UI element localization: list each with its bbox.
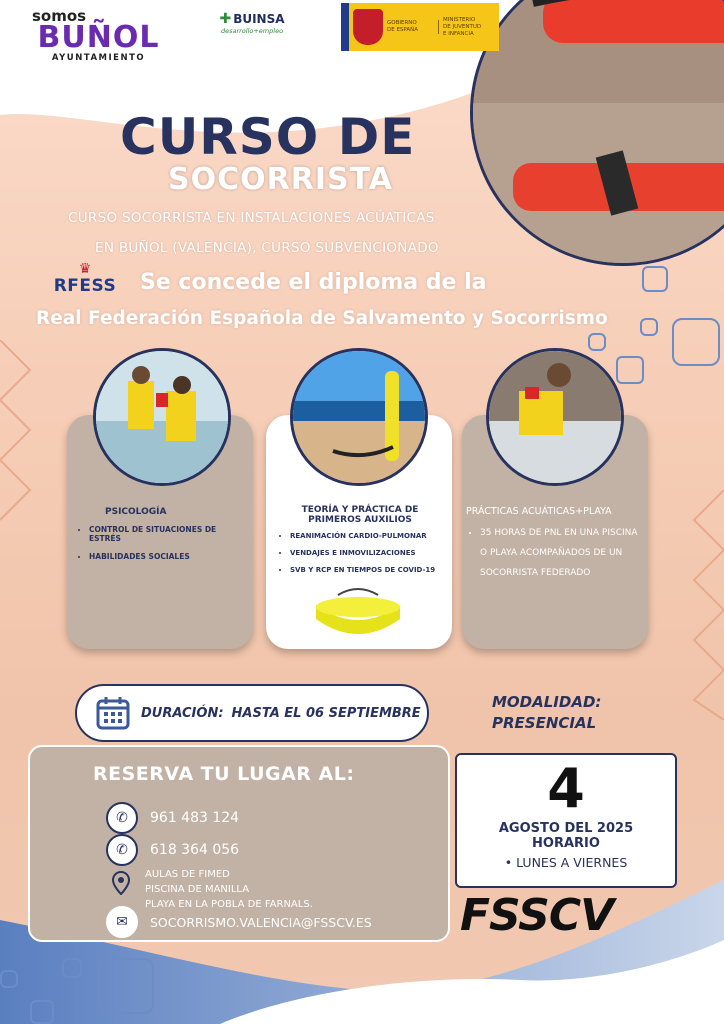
list-item: • VENDAJES E INMOVILIZACIONES [290,549,460,557]
gov-line1: GOBIERNO [387,20,417,26]
schedule-box [455,753,677,888]
diploma-line2: Real Federación Española de Salvamento y Socorrismo [36,308,608,329]
bunol-logo [26,3,171,69]
buinsa-logo-text: BUINSA [233,12,285,26]
email-row [106,906,372,938]
deco-square [0,970,18,988]
coat-of-arms-icon [353,9,383,45]
schedule-item-text: LUNES A VIERNES [516,855,628,870]
deco-square [642,266,668,292]
diploma-line1: Se concede el diploma de la [140,270,487,295]
schedule-month: AGOSTO DEL 2025 [498,821,634,836]
phone-icon: ✆ [106,802,138,834]
phone1[interactable]: 961 483 124 [150,810,240,826]
location-3: PLAYA EN LA POBLA DE FARNALS. [145,899,313,910]
schedule-label: HORARIO [532,836,600,851]
subtitle-line2: EN BUÑOL (VALENCIA), CURSO SUBVENCIONADO [95,240,439,256]
card-title: TEORÍA Y PRÁCTICA DE PRIMEROS AUXILIOS [301,505,419,525]
deco-zigzag-left [0,340,40,540]
rfess-logo [52,262,118,296]
card-title: PSICOLOGÍA [105,507,167,517]
location-icon [112,871,130,895]
list-item: • 35 HORAS DE PNL EN UNA PISCINA O PLAYA ACOMPAÑADOS DE UN SOCORRISTA FEDERADO [480,523,640,583]
government-logo [341,3,499,51]
deco-square [640,318,658,336]
deco-square [30,1000,54,1024]
photo-water-rescue [486,348,624,486]
list-item: • HABILIDADES SOCIALES [89,552,249,561]
ministry-line2: DE JUVENTUD [443,23,482,30]
modality-value: PRESENCIAL [492,714,597,732]
location-2: PISCINA DE MANILLA [145,884,250,895]
gov-line2: DE ESPAÑA [387,27,419,33]
schedule-item: • LUNES A VIERNES [504,855,628,870]
deco-zigzag-right [684,490,724,720]
hero-photo [470,0,724,266]
list-item: • CONTROL DE SITUACIONES DE ESTRÉS [89,525,249,543]
mail-icon: ✉ [106,906,138,938]
list-item: • REANIMACIÓN CARDIO-PULMONAR [290,532,460,540]
phone2-row [106,834,239,866]
duration-label: DURACIÓN: [141,705,224,721]
modality-label: MODALIDAD: [492,693,602,711]
ministry-line3: E INFANCIA [443,30,474,37]
ministry-line1: MINISTERIO [443,16,476,23]
leaf-icon: ✚ [219,11,232,27]
fsscv-logo: FSSCV [460,890,614,941]
list-item: • SVB Y RCP EN TIEMPOS DE COVID-19 [290,566,460,574]
deco-square [98,958,154,1014]
calendar-icon [95,695,131,731]
rescue-tube-image [308,585,408,641]
duration-pill [75,684,429,742]
modality [492,692,601,734]
deco-square [616,356,644,384]
card-list [278,532,460,583]
card-list [468,523,640,583]
location-1: AULAS DE FIMED [145,869,230,880]
subtitle-line1: CURSO SOCORRISTA EN INSTALACIONES ACÚATICAS [68,210,435,226]
bunol-logo-sub: AYUNTAMIENTO [51,53,146,63]
bunol-logo-main: BUÑOL [37,20,160,55]
reserve-box [28,745,450,942]
eu-flag-icon [341,3,349,51]
phone2[interactable]: 618 364 056 [150,842,240,858]
card-list [77,525,249,570]
phone-icon: ✆ [106,834,138,866]
email[interactable]: SOCORRISMO.VALENCIA@FSSCV.ES [150,914,372,930]
buinsa-logo-sub: desarrollo+empleo [220,27,284,35]
buinsa-logo [218,3,286,43]
deco-square [672,318,720,366]
duration-value: HASTA EL 06 SEPTIEMBRE [231,705,421,721]
title-sub: SOCORRISTA [168,162,393,197]
photo-beach-rescue-tube [290,348,428,486]
title-main: CURSO DE [120,108,416,166]
card-title: PRÁCTICAS ACUÁTICAS+PLAYA [466,506,612,517]
phone1-row [106,802,239,834]
schedule-day: 4 [547,757,585,820]
bunol-logo-top: somos [32,7,87,25]
deco-square [588,333,606,351]
deco-square [62,958,82,978]
reserve-heading: RESERVA TU LUGAR AL: [93,763,355,785]
rfess-logo-text: RFESS [53,276,117,296]
photo-lifeguards [93,348,231,486]
crown-icon: ♛ [78,261,92,277]
